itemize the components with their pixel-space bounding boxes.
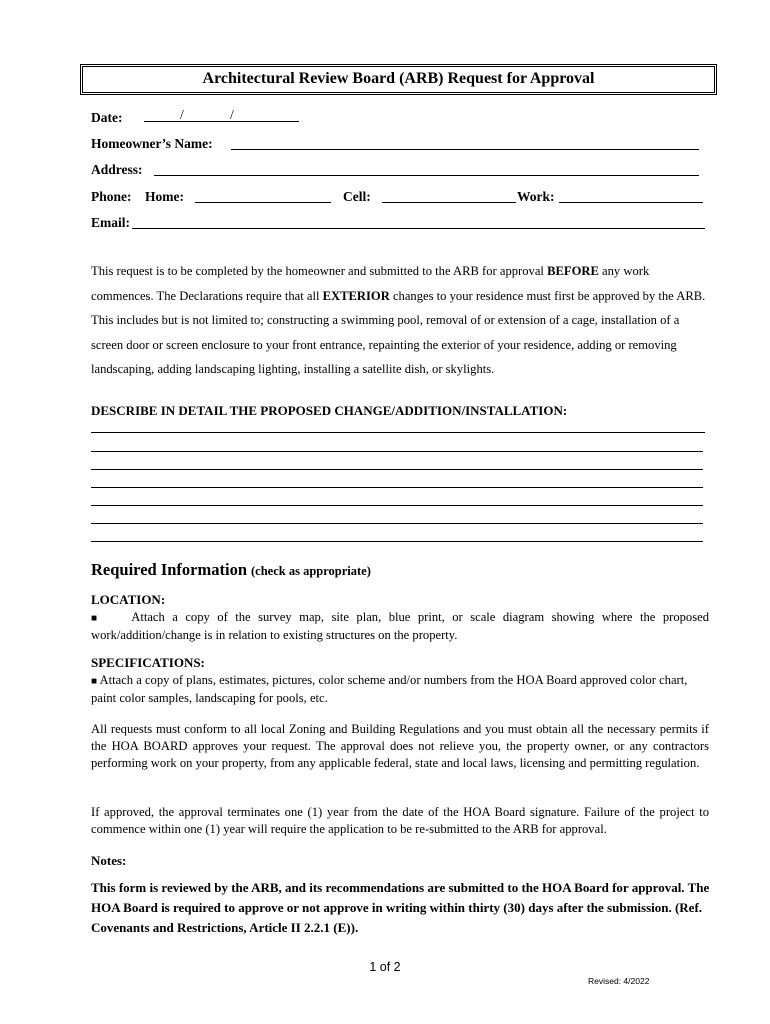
address-label: Address:: [91, 162, 143, 177]
location-text: ■ Attach a copy of the survey map, site plan, blue print, or scale diagram showing where the proposed work/addition/change is in relation to existing structures on the property.: [91, 610, 709, 642]
location-heading: LOCATION:: [91, 592, 166, 607]
specifications-checkbox[interactable]: ■: [91, 676, 98, 687]
description-line[interactable]: [91, 451, 703, 452]
required-info-heading: Required Information (check as appropriate): [91, 560, 371, 579]
date-separator: /: [230, 107, 234, 122]
specifications-text: ■ Attach a copy of plans, estimates, pictures, color scheme and/or numbers from the HOA Board approved color chart, paint color samples, landscaping for pools, etc.: [91, 673, 688, 705]
work-phone-label: Work:: [517, 189, 555, 204]
email-label: Email:: [91, 215, 130, 230]
form-title: Architectural Review Board (ARB) Request for Approval: [202, 70, 595, 87]
approval-paragraph: If approved, the approval terminates one (1) year from the date of the HOA Board signature. Failure of the project to commence within one (1) year will require the application to be re-submitted to the ARB for approval.: [91, 805, 709, 836]
page-number: 1 of 2: [369, 960, 401, 974]
cell-phone-field[interactable]: [382, 202, 516, 203]
before-emphasis: BEFORE: [547, 264, 599, 278]
location-checkbox[interactable]: ■: [91, 613, 102, 624]
home-phone-field[interactable]: [195, 202, 331, 203]
intro-paragraph: This request is to be completed by the homeowner and submitted to the ARB for approval BEFORE any work commences. The Declarations require that all EXTERIOR changes to your residence must first be approved by the ARB. This includes but is not limited to; constructing a swimming pool, removal of or extension of a cage, installation of a screen door or screen enclosure to your front entrance, repainting the exterior of your residence, adding or removing landscaping, adding landscaping lighting, installing a satellite dish, or skylights.: [91, 264, 706, 376]
notes-label: Notes:: [91, 853, 127, 868]
notes-statement: This form is reviewed by the ARB, and its recommendations are submitted to the HOA Board for approval. The HOA Board is required to approve or not approve in writing within thirty (30) days after the submission. (Ref. Covenants and Restrictions, Article II 2.2.1 (E)).: [91, 880, 710, 935]
exterior-emphasis: EXTERIOR: [322, 288, 390, 303]
date-separator: /: [180, 107, 184, 122]
homeowner-name-field[interactable]: [231, 149, 699, 150]
description-line[interactable]: [91, 505, 703, 506]
home-phone-label: Home:: [145, 189, 184, 204]
phone-label: Phone:: [91, 189, 132, 204]
date-field[interactable]: [144, 121, 299, 122]
describe-heading: DESCRIBE IN DETAIL THE PROPOSED CHANGE/ADDITION/INSTALLATION:: [91, 403, 568, 418]
email-field[interactable]: [132, 228, 705, 229]
date-label: Date:: [91, 110, 123, 125]
address-field[interactable]: [154, 175, 699, 176]
conform-paragraph: All requests must conform to all local Zoning and Building Regulations and you must obtain all the necessary permits if the HOA BOARD approves your request. The approval does not relieve you, the property owner, or any contractors performing work on your property, from any applicable federal, state and local laws, licensing and permitting regulation.: [91, 722, 709, 770]
description-line[interactable]: [91, 523, 703, 524]
description-line[interactable]: [91, 541, 703, 542]
revised-date: Revised: 4/2022: [588, 976, 650, 986]
description-line[interactable]: [91, 487, 703, 488]
work-phone-field[interactable]: [559, 202, 703, 203]
specifications-heading: SPECIFICATIONS:: [91, 655, 205, 670]
title-box: [82, 66, 715, 93]
description-line[interactable]: [91, 469, 703, 470]
cell-phone-label: Cell:: [343, 189, 371, 204]
description-line[interactable]: [91, 432, 705, 433]
homeowner-name-label: Homeowner’s Name:: [91, 136, 213, 151]
